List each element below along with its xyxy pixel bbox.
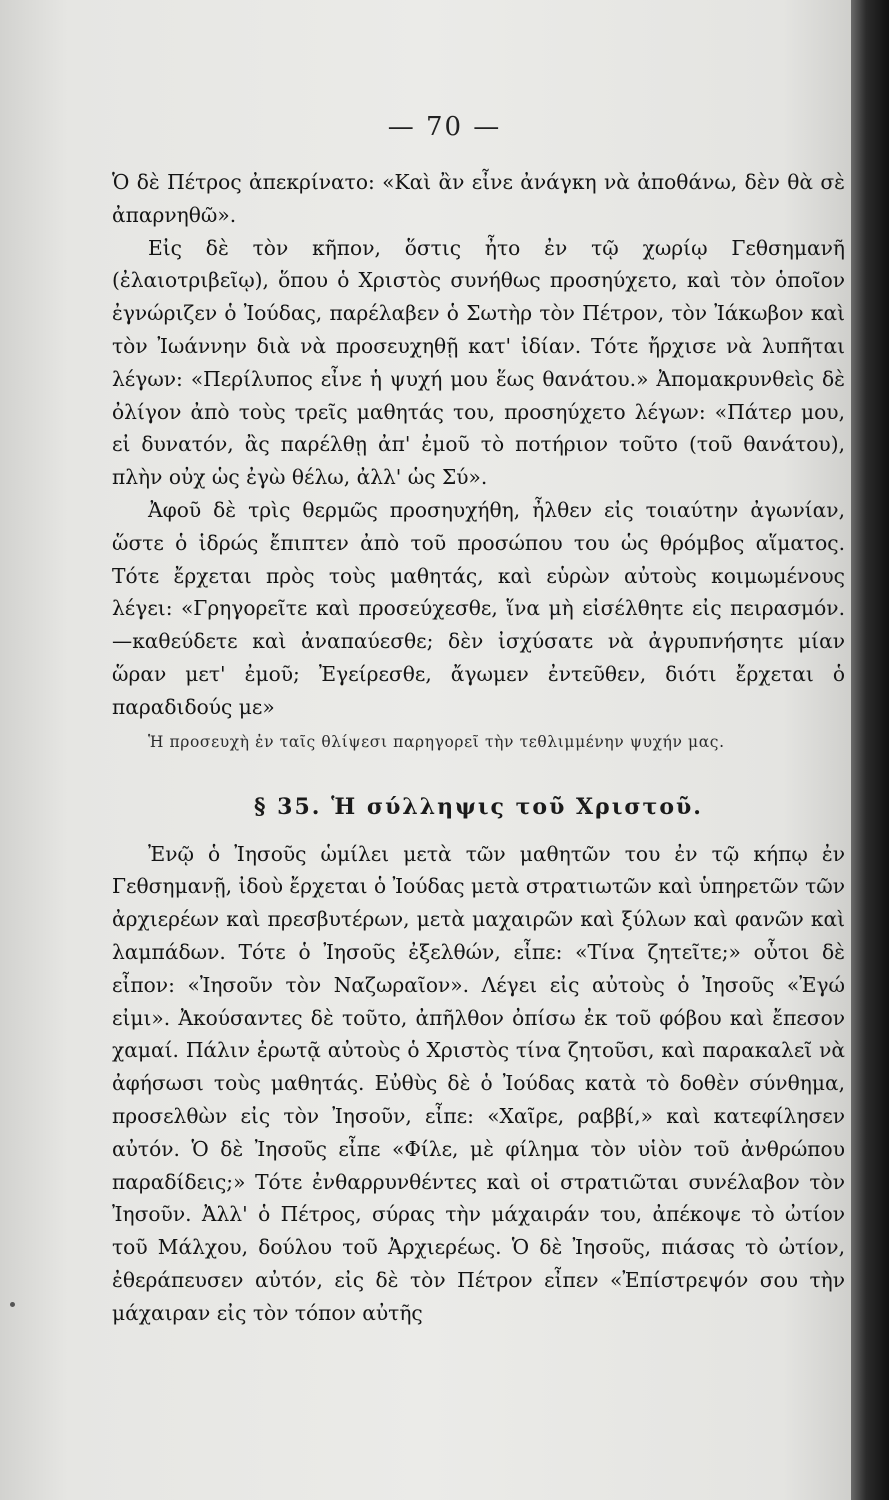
paragraph-1: Ὁ δὲ Πέτρος ἀπεκρίνατο: «Καὶ ἂν εἶνε ἀνάγκη νὰ ἀποθάνω, δὲν θὰ σὲ ἀπαρνηθῶ». [112,170,845,227]
paragraph-2: Εἰς δὲ τὸν κῆπον, ὅστις ἦτο ἐν τῷ χωρίῳ Γεθσημανῆ (ἐλαιοτριβεῖῳ), ὅπου ὁ Χριστὸς συνήθως προσηύχετο, καὶ τὸν ὁποῖον ἐγνώριζεν ὁ Ἰούδας, παρέλαβεν ὁ Σωτὴρ τὸν Πέτρον, τὸν Ἰάκωβον καὶ τὸν Ἰωάννην διὰ νὰ προσευχηθῇ κατ' ἰδίαν. Τότε ἤρχισε νὰ λυπῆται λέγων: «Περίλυπος εἶνε ἡ ψυχή μου ἕως θανάτου.» Ἀπομακρυνθεὶς δὲ ὀλίγον ἀπὸ τοὺς τρεῖς μαθητάς του, προσηύχετο λέγων: «Πάτερ μου, εἰ δυνατόν, ἂς παρέλθῃ ἀπ' ἐμοῦ τὸ ποτήριον τοῦτο (τοῦ θανάτου), πλὴν οὐχ ὡς ἐγὼ θέλω, ἀλλ' ὡς Σύ». [112,235,845,490]
page-body [112,166,845,1330]
paragraph-4: Ἐνῷ ὁ Ἰησοῦς ὡμίλει μετὰ τῶν μαθητῶν του ἐν τῷ κήπῳ ἐν Γεθσημανῇ, ἰδοὺ ἔρχεται ὁ Ἰούδας μετὰ στρατιωτῶν καὶ ὑπηρετῶν τῶν ἀρχιερέων καὶ πρεσβυτέρων, μετὰ μαχαιρῶν καὶ ξύλων καὶ φανῶν καὶ λαμπάδων. Τότε ὁ Ἰησοῦς ἐξελθών, εἶπε: «Τίνα ζητεῖτε;» οὗτοι δὲ εἶπον: «Ἰησοῦν τὸν Ναζωραῖον». Λέγει εἰς αὐτοὺς ὁ Ἰησοῦς «Ἐγώ εἰμι». Ἀκούσαντες δὲ τοῦτο, ἀπῆλθον ὀπίσω ἐκ τοῦ φόβου καὶ ἔπεσον χαμαί. Πάλιν ἐρωτᾷ αὐτοὺς ὁ Χριστὸς τίνα ζητοῦσι, καὶ παρακαλεῖ νὰ ἀφήσωσι τοὺς μαθητάς. Εὐθὺς δὲ ὁ Ἰούδας κατὰ τὸ δοθὲν σύνθημα, προσελθὼν εἰς τὸν Ἰησοῦν, εἶπε: «Χαῖρε, ραββί,» καὶ κατεφίλησεν αὐτόν. Ὁ δὲ Ἰησοῦς εἶπε «Φίλε, μὲ φίλημα τὸν υἱὸν τοῦ ἀνθρώπου παραδίδεις;» Τότε ἐνθαρρυνθέντες καὶ οἱ στρατιῶται συνέλαβον τὸν Ἰησοῦν. Ἀλλ' ὁ Πέτρος, σύρας τὴν μάχαιράν του, ἀπέκοψε τὸ ὠτίον τοῦ Μάλχου, δούλου τοῦ Ἀρχιερέως. Ὁ δὲ Ἰησοῦς, πιάσας τὸ ὠτίον, ἐθεράπευσεν αὐτόν, εἰς δὲ τὸν Πέτρον εἶπεν «Ἐπίστρεψόν σου τὴν μάχαιραν εἰς τὸν τόπον αὐτῆς [112,841,845,1325]
page-edge-shadow [851,0,889,1500]
section-heading: § 35. Ἡ σύλληψις τοῦ Χριστοῦ. [254,793,703,820]
paragraph-3: Ἀφοῦ δὲ τρὶς θερμῶς προσηυχήθη, ἦλθεν εἰς τοιαύτην ἀγωνίαν, ὥστε ὁ ἱδρώς ἔπιπτεν ἀπὸ τοῦ προσώπου του ὡς θρόμβος αἵματος. Τότε ἔρχεται πρὸς τοὺς μαθητάς, καὶ εὑρὼν αὐτοὺς κοιμωμένους λέγει: «Γρηγορεῖτε καὶ προσεύχεσθε, ἵνα μὴ εἰσέλθητε εἰς πειρασμόν. —καθεύδετε καὶ ἀναπαύεσθε; δὲν ἰσχύσατε νὰ ἀγρυπνήσητε μίαν ὥραν μετ' ἐμοῦ; Ἐγείρεσθε, ἄγωμεν ἐντεῦθεν, διότι ἔρχεται ὁ παραδιδούς με» [112,497,845,719]
paper-speck [10,1302,15,1307]
page-number: — 70 — [387,112,502,142]
footnote-line: Ἡ προσευχὴ ἐν ταῖς θλίψεσι παρηγορεῖ τὴν τεθλιμμένην ψυχήν μας. [148,732,725,751]
